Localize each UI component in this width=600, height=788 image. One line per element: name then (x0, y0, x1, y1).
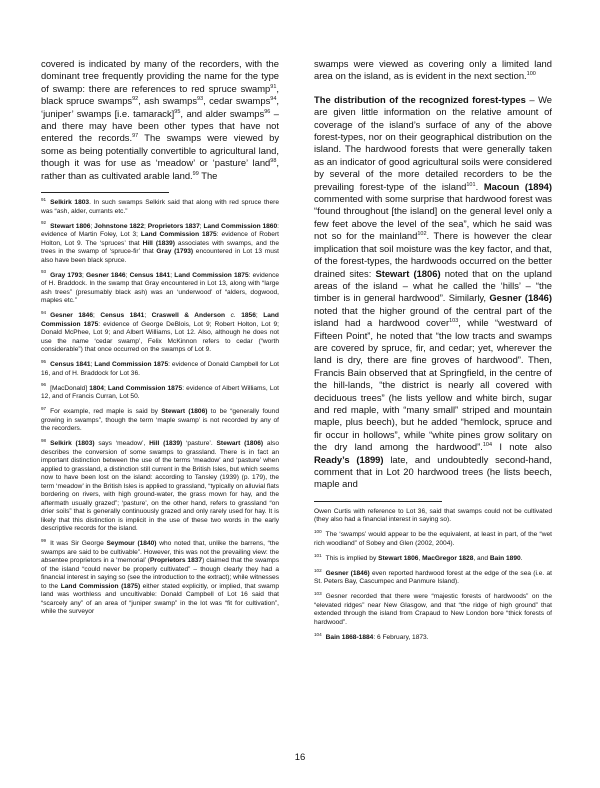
citation: Gray 1793 (50, 271, 82, 279)
footnote-ref: 99 (192, 170, 199, 177)
footnote (41, 537, 280, 617)
text-run: : evidence of Martin Foley, Lot 3; (41, 222, 279, 239)
text-run: ; (170, 271, 175, 279)
footnote-number: 104 (314, 631, 322, 637)
citation: Land Commission 1875 (41, 312, 279, 328)
text-run: ; (90, 361, 95, 369)
right-body-paragraph-2 (314, 94, 552, 491)
citation: Gesner (1846) (489, 292, 553, 304)
citation: Gesner 1846 (86, 271, 126, 279)
footnote-number: 99 (41, 537, 47, 543)
text-run: , and alder swamps (180, 107, 265, 119)
text-run: ‘pasture’. (182, 440, 217, 448)
citation: Seymour (1840) (106, 540, 157, 548)
citation: Ready’s (1899) (314, 453, 384, 465)
left-body-paragraph (41, 58, 279, 182)
text-run: swamps were viewed as covering only a limited land area on the island, as is evident in the next section. (314, 58, 552, 82)
text-run: , ash swamps (138, 95, 198, 107)
text-run: It was Sir George (50, 540, 107, 548)
footnote (41, 196, 279, 216)
citation: Land Commission 1875 (140, 231, 217, 239)
citation: Census 1841 (50, 361, 91, 369)
section-heading: The distribution of the recognized forest-types (314, 93, 526, 105)
text-run: ; (144, 222, 148, 230)
left-footnotes (41, 196, 280, 617)
citation: Selkirk 1803 (50, 199, 90, 207)
footnote-number: 97 (41, 405, 47, 411)
section-text (314, 94, 552, 490)
citation: Land Commission 1875 (94, 361, 169, 369)
text-run: Gesner recorded that there were “majestic forests of hardwoods” on the “elevated ridges” near New Glasgow, and that “the ridge of high ground” that extended through the island from Crapaud to New London bore “thick forests of hardwood”. (314, 593, 552, 626)
text-run: For example, red maple is said by (50, 408, 162, 416)
footnote-ref: 95 (174, 108, 181, 115)
text-run: ; (90, 222, 95, 230)
citation: 1804 (89, 384, 104, 392)
text-run: , and (473, 554, 490, 562)
footnote-number: 100 (314, 529, 322, 535)
text-run: The (198, 169, 218, 181)
text-run: – We are given little information on the relative amount of coverage of the island’s surface of any of the above forest-types, nor on their geographical distribution on the island. The hardwood forests that were generally taken as an indicator of good agricultural soils were considered by several of the more detailed recorders to be the prevailing forest-type of the island (314, 93, 552, 192)
citation: Proprietors 1837 (147, 222, 200, 230)
text-run: . (520, 554, 523, 562)
footnote-ref: 94 (270, 96, 277, 103)
footnote-ref: 93 (197, 96, 204, 103)
text-run: encountered in Lot 13 must also have been black spruce. (41, 248, 280, 264)
left-column (41, 58, 279, 623)
footnote-separator (314, 501, 442, 502)
text-run: Owen Curtis with reference to Lot 36, said that swamps could not be cultivated (they also had a financial interest in saying so). (314, 507, 552, 524)
footnote (41, 358, 280, 378)
citation: Land Commission (1875) (60, 582, 141, 590)
citation: Johnstone 1822 (94, 222, 145, 230)
citation: Land Commission 1875 (174, 271, 249, 279)
footnote-ref: 92 (132, 96, 139, 103)
citation: Selkirk (1803) (50, 440, 95, 448)
text-run: ) claimed that the swamps of the island “could never be properly cultivated” – though clearly they had a financial interest in saying so (see the introduction to the extract); while witnesses to the (41, 557, 280, 590)
citation: Hill (1839) (149, 440, 183, 448)
text-run: ; (199, 222, 204, 230)
text-run: ; (93, 312, 101, 320)
footnote-number: 95 (41, 358, 47, 364)
footnote-number: 94 (41, 309, 47, 315)
citation: Gray (1793) (156, 248, 194, 256)
text-run: , (418, 554, 423, 562)
footnote-separator (41, 192, 169, 193)
text-run: : 6 February, 1873. (373, 633, 429, 641)
footnote-number: 103 (314, 591, 322, 597)
footnote-ref: 101 (466, 181, 476, 188)
text-run: even reported hardwood forest at the edge of the sea (i.e. at St. Peters Bay, Cascumpec and Panmure Island). (314, 569, 552, 586)
text-run: : evidence of Robert Holton, Lot 9. The ‘spruces’ that (41, 231, 279, 247)
text-run: commented with some surprise that hardwood forest was “found throughout [the island] on the general level only a few feet above the level of the sea”, which he said was not so for the mainland (314, 193, 552, 242)
italic-text: c. (230, 312, 236, 320)
right-footnotes (314, 508, 552, 643)
footnote-number: 92 (41, 220, 47, 226)
citation: Macoun (1894) (483, 180, 552, 192)
footnote-ref: 97 (132, 133, 139, 140)
text-run: late, and undoubtedly second-hand, comment that in Lot 20 hardwood trees (he lists beech, maple and (314, 453, 552, 490)
footnote-ref: 103 (449, 318, 459, 324)
right-body-paragraph-1 (314, 58, 552, 83)
footnote (41, 220, 280, 266)
text-run: associates with swamps, and the trees in the swamp of ‘spruce-fir’ that (41, 239, 279, 256)
text-run: , rather than as cultivated arable land. (41, 157, 279, 181)
text-run: . There is however the clear implication that soil moisture was the key factor, and that, of the forest-types, the hardwoods occurred on the better drained sites: (314, 230, 552, 279)
citation: Gesner 1846 (50, 312, 94, 320)
footnote-ref: 102 (417, 231, 427, 238)
citation: Census 1841 (100, 312, 145, 320)
text-run: ; (82, 271, 87, 279)
citation: Land Commission 1860 (203, 222, 278, 230)
text-run: This is implied by (325, 554, 379, 562)
footnote (314, 631, 552, 643)
footnote (314, 552, 552, 564)
text-run: covered is indicated by many of the recorders, with the dominant tree frequently providing the name for the type of swamp: there are references to red spruce swamp (41, 58, 279, 94)
footnote-ref: 100 (526, 71, 536, 78)
footnote (41, 382, 279, 402)
text-run: noted that on the upland areas of the island – what he called the ‘hills’ – “the timber is in general hardwood”. Similarly, (314, 267, 552, 304)
text-run: who noted that, unlike the barrens, “the swamps are said to be cultivable”. However, this was not the prevailing view: the absentee proprietors in a ‘memorial’ ( (41, 540, 280, 565)
footnote (41, 437, 279, 534)
citation: Gesner (1846) (325, 569, 370, 577)
text-run: – and there may have been other types that have not entered the records. (41, 107, 279, 144)
footnote (314, 508, 552, 525)
citation: Census 1841 (129, 271, 171, 279)
text-run: The ‘swamps’ would appear to be the equivalent, at least in part, of the “wet rich woodland” of Sobey and Glen (2002, 2004). (314, 531, 552, 547)
text-run: . In such swamps Selkirk said that along with red spruce there was “ash, alder, currants etc.” (41, 199, 279, 215)
text-run: . (475, 180, 484, 192)
footnote-number: 96 (41, 382, 47, 388)
text-run: says ‘meadow’, (94, 440, 150, 448)
footnote (314, 593, 552, 627)
page-number: 16 (294, 752, 306, 763)
citation: Stewart (1806) (375, 267, 441, 279)
text-run: ; (103, 384, 108, 392)
text-run: , while “westward of Fifteen Point”, he noted that “the low tracts and swamps are covered by spruce, fir, and cedar; yet, wherever the land is dry, there are fine groves of hardwood”. Then, Francis Bain observed that at Springfield, in the centre of the hill-lands, “the district is nearly all covered with deciduous trees” (he lists yellow and white birch, sugar and red maple, with “many small” striped and mountain maple, plus beech), but he added “hemlock, spruce and fir occur in hollows”, while “white pines grow solitary on the dry land among the hardwood”. (314, 317, 552, 453)
citation: Stewart 1806 (378, 554, 419, 562)
footnote (314, 567, 552, 587)
text-run: noted that the higher ground of the central part of the island had a hardwood cover (314, 304, 552, 329)
footnote (41, 309, 279, 355)
text-run: ; (144, 312, 152, 320)
text-run: : evidence of H. Braddock. In the swamp that Gray encountered in Lot 13, along with “large ash trees” (presumably black ash) was an ‘underwood’ of “alders, dogwood, maples etc.” (41, 271, 280, 305)
right-column (314, 58, 552, 649)
text-run: [MacDonald] (50, 384, 90, 392)
citation: Stewart 1806 (50, 222, 91, 230)
citation: Bain 1890 (489, 554, 521, 562)
text-run: , ‘juniper’ swamps [i.e. tamarack] (41, 95, 279, 119)
text-run: to be “generally found growing in swamps”, though the term ‘maple swamp’ is not recorded by any of the recorders. (41, 408, 280, 433)
footnote-number: 91 (41, 196, 47, 202)
footnote-ref: 96 (264, 108, 271, 115)
citation: Stewart (1806) (161, 408, 208, 416)
footnote-number: 93 (41, 269, 47, 275)
text-run: , cedar swamps (203, 95, 271, 107)
citation: Hill (1839) (142, 239, 175, 247)
text-run: I note also (492, 441, 553, 453)
text-run: : evidence of George DeBlois, Lot 9; Robert Holton, Lot 9; Donald McPhee, Lot 9; and Albert Williams, Lot 12. Also, although he does not use the name ‘cedar swamp’, Felix McKinnon refers to cedar (“worth considerable”) that once occurred on the swamps of Lot 9. (41, 320, 279, 354)
citation: Land Commission 1875 (107, 384, 183, 392)
footnote (41, 269, 280, 306)
footnote-ref: 104 (482, 442, 493, 449)
footnote-number: 101 (314, 552, 322, 558)
footnote (41, 405, 280, 434)
citation: Stewart (1806) (216, 440, 264, 448)
footnote-number: 98 (41, 437, 47, 443)
footnote (314, 531, 552, 548)
text-run: ; (255, 312, 264, 320)
citation: Craswell & Anderson (151, 312, 226, 320)
text-run: ; (125, 271, 130, 279)
footnote-ref: 98 (270, 158, 277, 165)
text-run: : evidence of Albert Williams, Lot 12, and of Francis Curran, Lot 50. (41, 384, 279, 401)
citation: Bain 1868-1884 (325, 633, 374, 641)
citation: MacGregor 1828 (422, 554, 474, 562)
citation: 1856 (241, 312, 256, 320)
citation: Proprietors 1837 (149, 557, 203, 565)
text-run: either stated explicitly, or implied, that swamp land was worthless and uncultivable: Donald Campbell of Lot 16 said that “scarcely any” of an area of “juniper swamp” in the lot was “fit for cultivation”, while the surveyor (41, 582, 279, 616)
footnote-number: 102 (314, 567, 322, 573)
footnote-ref: 91 (270, 83, 277, 90)
text-run: , black spruce swamps (41, 82, 279, 107)
text-run: The swamps were viewed by some as being potentially convertible to agricultural land, though it was for use as ‘meadow’ or ‘pasture’ land (41, 132, 280, 169)
text-run: also describes the conversion of some swamps to grassland. There is in fact an important distinction between the use of the terms ‘meadow’ and ‘pasture’ when applied to grassland, a distinction still current in the British Isles, but which seems now to have been lost on the island: according to Tansley (1939) (p. 179), the term ‘meadow’ in the British Isles is applied to grassland, “typically on alluvial flats bordering on rivers, with high ground-water, the grass mown for hay, and the aftermath usually grazed”; ‘pasture’, on the other hand, refers to grassland “on drier soils” that is generally continuously grazed and only rarely used for hay. It is likely that this distinction is implicit in the use of these two words in the early descriptive records for the island. (41, 440, 279, 533)
text-run: : evidence of Donald Campbell for Lot 16, and of H. Braddock for Lot 36. (41, 361, 280, 377)
